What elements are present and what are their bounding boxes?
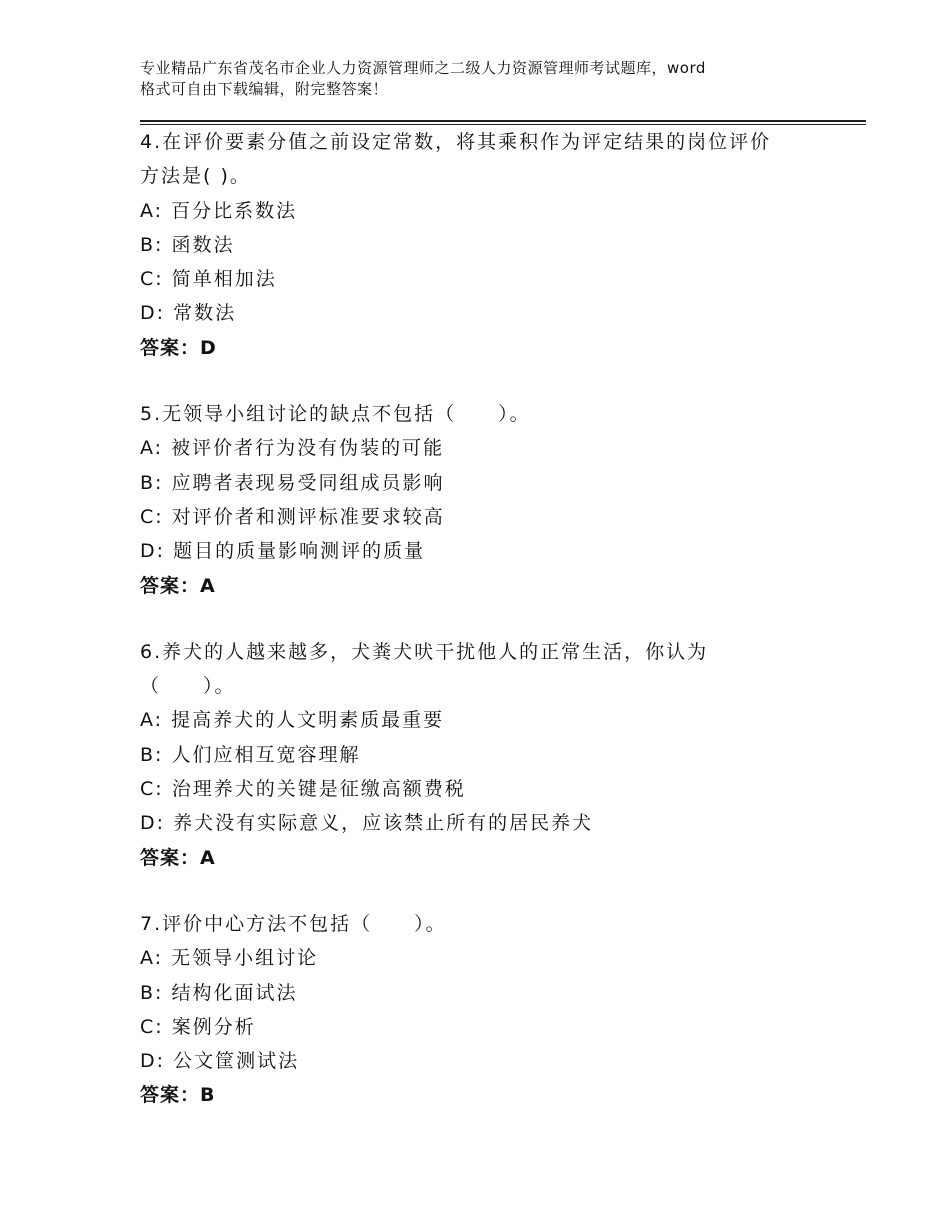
option-b: B: 函数法 <box>140 233 235 256</box>
question-5 <box>140 397 840 603</box>
header-line-2: 格式可自由下载编辑，附完整答案！ <box>140 80 389 98</box>
option-a: A: 百分比系数法 <box>140 199 298 222</box>
answer-label: 答案：A <box>140 846 216 869</box>
answer-label: 答案：D <box>140 336 217 359</box>
question-7 <box>140 907 840 1113</box>
document-header <box>140 58 840 100</box>
option-b: B: 人们应相互宽容理解 <box>140 743 361 766</box>
answer-label: 答案：A <box>140 574 216 597</box>
question-stem: 4.在评价要素分值之前设定常数，将其乘积作为评定结果的岗位评价 <box>140 131 772 153</box>
question-4 <box>140 125 840 365</box>
option-c: C: 对评价者和测评标准要求较高 <box>140 505 445 528</box>
option-c: C: 案例分析 <box>140 1015 256 1038</box>
answer-label: 答案：B <box>140 1084 216 1107</box>
option-a: A: 被评价者行为没有伪装的可能 <box>140 437 445 460</box>
option-d: D: 常数法 <box>140 302 237 325</box>
option-d: D: 题目的质量影响测评的质量 <box>140 540 426 563</box>
question-list <box>140 125 840 1145</box>
option-c: C: 治理养犬的关键是征缴高额费税 <box>140 778 466 801</box>
question-stem-continued: 方法是( )。 <box>140 165 251 188</box>
option-b: B: 应聘者表现易受同组成员影响 <box>140 471 445 494</box>
header-line-1: 专业精品广东省茂名市企业人力资源管理师之二级人力资源管理师考试题库，word <box>140 59 706 77</box>
option-d: D: 公文筐测试法 <box>140 1050 300 1073</box>
question-stem-continued: （ ）。 <box>140 675 236 698</box>
option-d: D: 养犬没有实际意义，应该禁止所有的居民养犬 <box>140 812 594 835</box>
question-stem: 6.养犬的人越来越多，犬粪犬吠干扰他人的正常生活，你认为 <box>140 640 709 663</box>
question-6 <box>140 635 840 875</box>
question-stem: 5.无领导小组讨论的缺点不包括（ ）。 <box>140 403 531 426</box>
option-b: B: 结构化面试法 <box>140 981 298 1004</box>
question-stem: 7.评价中心方法不包括（ ）。 <box>140 912 447 935</box>
header-divider-thick <box>140 120 866 122</box>
option-c: C: 简单相加法 <box>140 268 277 291</box>
option-a: A: 提高养犬的人文明素质最重要 <box>140 709 445 732</box>
option-a: A: 无领导小组讨论 <box>140 947 319 970</box>
